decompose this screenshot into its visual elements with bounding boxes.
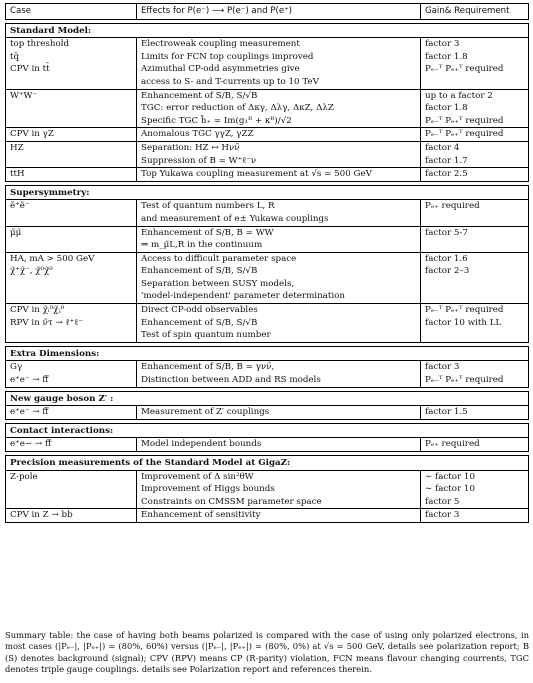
row-effect: Electroweak coupling measurement xyxy=(137,38,421,51)
row-effect: Enhancement of S/B, B = γνν̄, xyxy=(137,361,421,374)
row-case: CPV in tt̄ xyxy=(6,63,137,76)
table-row xyxy=(6,155,529,168)
row-gain: Pₑ₋ᵀ Pₑ₊ᵀ required xyxy=(421,115,529,128)
row-effect: Enhancement of sensitivity xyxy=(137,509,421,523)
row-case xyxy=(6,329,137,342)
row-effect: Distinction between ADD and RS models xyxy=(137,374,421,387)
row-gain: up to a factor 2 xyxy=(421,89,529,102)
row-case: e⁺e− → ff̄ xyxy=(6,438,137,452)
row-case xyxy=(6,483,137,496)
row-case: CPV in χ̃ᵢ⁰χ̃ⱼ⁰ xyxy=(6,304,137,317)
row-effect: Separation between SUSY models, xyxy=(137,278,421,291)
table-row xyxy=(6,200,529,213)
row-effect: Test of quantum numbers L, R xyxy=(137,200,421,213)
row-effect: Enhancement of S/B, S/√B xyxy=(137,265,421,278)
row-gain xyxy=(421,76,529,89)
section-title-row xyxy=(6,391,529,406)
table-row xyxy=(6,38,529,51)
row-effect: TGC: error reduction of Δκγ, Δλγ, ΔκZ, ΔλZ xyxy=(137,102,421,115)
section-title-row xyxy=(6,23,529,38)
row-effect: and measurement of e± Yukawa couplings xyxy=(137,213,421,226)
table-row xyxy=(6,239,529,252)
row-effect: Enhancement of S/B, S/√B xyxy=(137,317,421,330)
row-effect: Constraints on CMSSM parameter space xyxy=(137,496,421,509)
row-case: e⁺e⁻ → ff̄ xyxy=(6,374,137,387)
section-title: New gauge boson Z′ : xyxy=(6,391,529,406)
table-row xyxy=(6,483,529,496)
table-row xyxy=(6,329,529,342)
table-row xyxy=(6,509,529,523)
row-gain: factor 5 xyxy=(421,496,529,509)
row-effect: Model independent bounds xyxy=(137,438,421,452)
table-header-row xyxy=(6,4,529,20)
row-gain: Pₑ₋ᵀ Pₑ₊ᵀ required xyxy=(421,128,529,142)
row-effect: Limits for FCN top couplings improved xyxy=(137,51,421,64)
row-gain xyxy=(421,290,529,303)
row-effect: Top Yukawa coupling measurement at √s = 500 GeV xyxy=(137,168,421,182)
section-title-row xyxy=(6,456,529,471)
row-gain: factor 1.7 xyxy=(421,155,529,168)
row-gain: factor 1.6 xyxy=(421,252,529,265)
row-gain: Pₑ₋ᵀ Pₑ₊ᵀ required xyxy=(421,374,529,387)
row-gain: factor 4 xyxy=(421,141,529,154)
table-row xyxy=(6,470,529,483)
header-gain: Gain& Requirement xyxy=(421,4,529,20)
table-row xyxy=(6,317,529,330)
table-row xyxy=(6,51,529,64)
row-case xyxy=(6,278,137,291)
table-row xyxy=(6,278,529,291)
row-gain: factor 3 xyxy=(421,509,529,523)
row-effect: Improvement of Δ sin²θW xyxy=(137,470,421,483)
row-effect: ⇒ m_μ̃L,R in the continuum xyxy=(137,239,421,252)
header-effects: Effects for P(e⁻) ⟶ P(e⁻) and P(e⁺) xyxy=(137,4,421,20)
row-case xyxy=(6,115,137,128)
row-effect: Specific TGC h̃₊ = Im(g₁ᴿ + κᴿ)/√2 xyxy=(137,115,421,128)
row-effect: Enhancement of S/B, S/√B xyxy=(137,89,421,102)
section-title: Contact interactions: xyxy=(6,423,529,438)
row-gain: Pₑ₊ required xyxy=(421,200,529,213)
row-case: ẽ⁺ẽ⁻ xyxy=(6,200,137,213)
row-case: RPV in ν̃τ → ℓ⁺ℓ⁻ xyxy=(6,317,137,330)
section-title: Supersymmetry: xyxy=(6,185,529,200)
table-row xyxy=(6,496,529,509)
row-gain: ∼ factor 10 xyxy=(421,470,529,483)
summary-table xyxy=(5,3,529,523)
row-case: CPV in γZ xyxy=(6,128,137,142)
section-title-row xyxy=(6,346,529,361)
row-case: W⁺W⁻ xyxy=(6,89,137,102)
row-gain: factor 2–3 xyxy=(421,265,529,278)
section-title: Standard Model: xyxy=(6,23,529,38)
row-case xyxy=(6,496,137,509)
row-gain: ∼ factor 10 xyxy=(421,483,529,496)
row-case: HZ xyxy=(6,141,137,154)
row-case xyxy=(6,290,137,303)
row-gain: factor 2.5 xyxy=(421,168,529,182)
table-row xyxy=(6,226,529,239)
table-row xyxy=(6,304,529,317)
row-gain: Pₑ₋ᵀ Pₑ₊ᵀ required xyxy=(421,63,529,76)
row-case: μ̃μ̃ xyxy=(6,226,137,239)
row-case: Z-pole xyxy=(6,470,137,483)
row-gain: factor 10 with LL xyxy=(421,317,529,330)
row-effect: Access to difficult parameter space xyxy=(137,252,421,265)
row-gain xyxy=(421,213,529,226)
row-gain xyxy=(421,329,529,342)
table-row xyxy=(6,128,529,142)
row-effect: Measurement of Z′ couplings xyxy=(137,406,421,420)
row-effect: access to S- and T-currents up to 10 TeV xyxy=(137,76,421,89)
row-gain xyxy=(421,278,529,291)
row-gain xyxy=(421,239,529,252)
table-row xyxy=(6,141,529,154)
row-effect: Azimuthal CP-odd asymmetries give xyxy=(137,63,421,76)
row-effect: Anomalous TGC γγZ, γZZ xyxy=(137,128,421,142)
row-case xyxy=(6,155,137,168)
table-row xyxy=(6,168,529,182)
table-row xyxy=(6,361,529,374)
row-effect: Improvement of Higgs bounds xyxy=(137,483,421,496)
section-title-row xyxy=(6,185,529,200)
row-gain: Pₑ₋ᵀ Pₑ₊ᵀ required xyxy=(421,304,529,317)
table-row xyxy=(6,374,529,387)
table-row xyxy=(6,290,529,303)
row-case: tq̄ xyxy=(6,51,137,64)
row-gain: factor 3 xyxy=(421,38,529,51)
table-row xyxy=(6,252,529,265)
row-gain: factor 5-7 xyxy=(421,226,529,239)
header-case: Case xyxy=(6,4,137,20)
row-case xyxy=(6,239,137,252)
row-case: HA, mA > 500 GeV xyxy=(6,252,137,265)
table-row xyxy=(6,406,529,420)
row-gain: factor 1.5 xyxy=(421,406,529,420)
table-row xyxy=(6,265,529,278)
row-case: e⁺e⁻ → ff̄ xyxy=(6,406,137,420)
row-case: CPV in Z → bb̄ xyxy=(6,509,137,523)
section-title-row xyxy=(6,423,529,438)
table-row xyxy=(6,76,529,89)
table-row xyxy=(6,102,529,115)
row-gain: factor 3 xyxy=(421,361,529,374)
row-case: tt̄H xyxy=(6,168,137,182)
row-case xyxy=(6,102,137,115)
row-effect: Direct CP-odd observables xyxy=(137,304,421,317)
row-effect: Suppression of B = W⁺ℓ⁻ν xyxy=(137,155,421,168)
table-row xyxy=(6,63,529,76)
summary-caption: Summary table: the case of having both beams polarized is compared with the case of using only polarized electrons, in most cases (|Pₑ₋|, |Pₑ₊|) = (80%, 60%) versus (|Pₑ₋|, |Pₑ₊|) = (80%, 0%) at √s = 500 GeV, details see polarization report; B (S) denotes background (signal); CPV (RPV) means CP (R-parity) violation, FCN means flavour changing courrents, TGC denotes triple gauge couplings. details see Polarization report and references therein. xyxy=(5,630,529,675)
table-row xyxy=(6,438,529,452)
table-row xyxy=(6,89,529,102)
row-gain: factor 1.8 xyxy=(421,51,529,64)
row-effect: Separation: HZ ↔ Hνν̄ xyxy=(137,141,421,154)
row-case: Gγ xyxy=(6,361,137,374)
row-case xyxy=(6,76,137,89)
row-case: top threshold xyxy=(6,38,137,51)
row-effect: Test of spin quantum number xyxy=(137,329,421,342)
row-effect: 'model-independent' parameter determination xyxy=(137,290,421,303)
row-gain: factor 1.8 xyxy=(421,102,529,115)
section-title: Extra Dimensions: xyxy=(6,346,529,361)
row-case xyxy=(6,213,137,226)
row-gain: Pₑ₊ required xyxy=(421,438,529,452)
row-effect: Enhancement of S/B, B = WW xyxy=(137,226,421,239)
table-row xyxy=(6,213,529,226)
table-row xyxy=(6,115,529,128)
row-case: χ̃⁺χ̃⁻, χ̃⁰χ̃⁰ xyxy=(6,265,137,278)
section-title: Precision measurements of the Standard Model at GigaZ: xyxy=(6,456,529,471)
